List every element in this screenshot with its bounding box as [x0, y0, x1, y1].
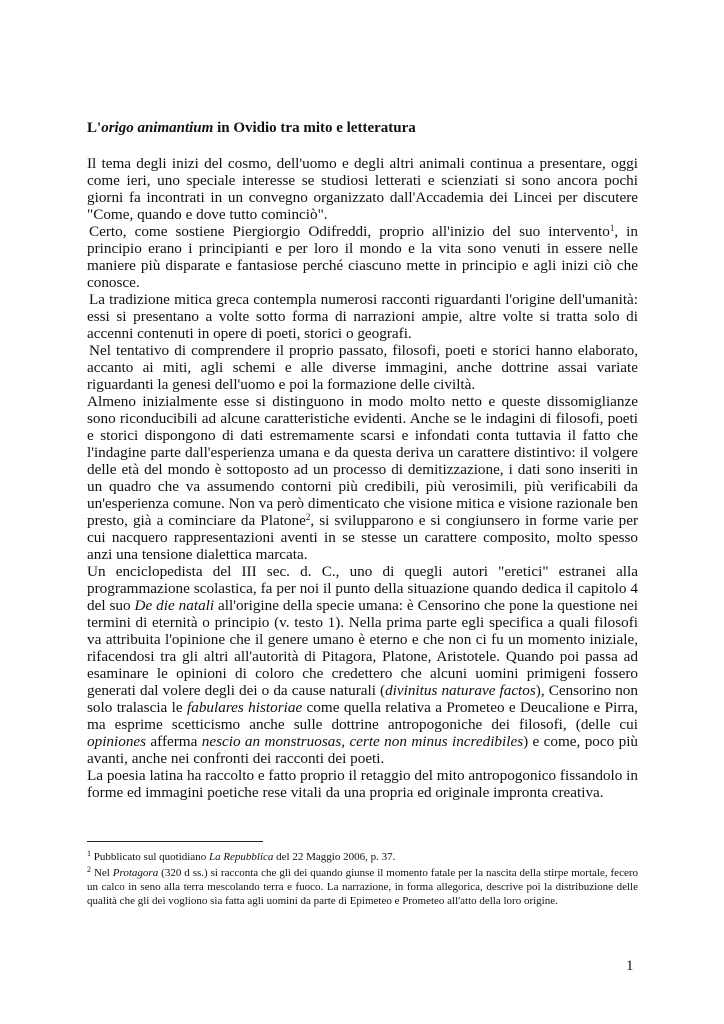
paragraph-4: Nel tentativo di comprendere il proprio passato, filosofi, poeti e storici hanno elaborato, accanto ai miti, agli schemi e alle diverse immagini, anche dottrine assai variate riguardanti la genesi dell'uomo e poi la formazione delle civiltà.	[87, 342, 638, 393]
paragraph-5: Almeno inizialmente esse si distinguono in modo molto netto e queste dissomiglianze sono riconducibili ad alcune caratteristiche evidenti. Anche se le indagini di filosofi, poeti e storici dispongono di dati estremamente scarsi e infondati conta tuttavia il fatto che l'indagine parte dall'esperienza umana e da questa deriva un carattere distintivo: il volgere delle età del mondo è sottoposto ad un processo di demitizzazione, i dati sono inseriti in un quadro che va assumendo contorni più credibili, più verosimili, più verificabili da un'esperienza comune. Non va però dimenticato che visione mitica e visione razionale ben presto, già a cominciare da Platone$^2$, si svilupparono e si congiunsero in forme varie per cui nacquero rappresentazioni aventi in se stesse un carattere composito, molto spesso anzi una tensione dialettica marcata.	[87, 393, 639, 563]
footnote-ref-1[interactable]: 1	[609, 223, 615, 233]
paragraph-6: Un enciclopedista del III sec. d. C., uno di quegli autori "eretici" estranei alla programmazione scolastica, fa per noi il punto della situazione quando dedica il capitolo 4 del suo De die natali all'origine della specie umana: è Censorino che pone la questione nei termini di eternità o principio (v. testo 1). Nella prima parte egli specifica a quali filosofi va attribuita l'opinione che il genere umano è eterno e che non ci fu un momento iniziale, rifacendosi tra gli altri all'autorità di Pitagora, Platone, Aristotele. Quando poi passa ad esaminare le opinioni di coloro che credettero che alcuni uomini primigeni fossero generati dal volere degli dei o da cause naturali (divinitus naturave factos), Censorino non solo tralascia le fabulares historiae come quella relativa a Prometeo e Deucalione e Pirra, ma esprime scetticismo anche sulle dottrine antropogoniche dei filosofi, (delle cui opiniones afferma nescio an monstruosas, certe non minus incredibiles) e come, poco più avanti, anche nei confronti dei racconti dei poeti.	[87, 563, 639, 767]
page-number: 1	[626, 958, 634, 974]
footnote-divider	[87, 841, 263, 842]
footnote-2: $^2$ Nel Protagora (320 d ss.) si racconta che gli dei quando giunse il momento fatale per la nascita della stirpe mortale, fecero un calco in seno alla terra mescolando terra e fuoco. La narrazione, in forma allegorica, descrive poi la distribuzione delle qualità che gli dei vogliono sia fatta agli uomini da parte di Epimeteo e Prometeo all'atto della loro origine.	[87, 865, 638, 907]
paragraph-2: Certo, come sostiene Piergiorgio Odifreddi, proprio all'inizio del suo intervento$^1$, in principio erano i principianti e per loro il mondo e la vita sono venuti in essere nelle maniere più disparate e fantasiose perché ciascuno mette in principio e agli inizi ciò che conosce.	[87, 223, 638, 291]
footnote-ref-2[interactable]: 2	[305, 512, 311, 522]
footnote-1: $^1$ Pubblicato sul quotidiano La Repubblica del 22 Maggio 2006, p. 37.	[87, 849, 396, 863]
document-body	[87, 118, 638, 801]
document-title: L'origo animantium in Ovidio tra mito e letteratura	[87, 120, 416, 136]
footnotes	[87, 850, 638, 910]
paragraph-3: La tradizione mitica greca contempla numerosi racconti riguardanti l'origine dell'umanità: essi si presentano a volte sotto forma di narrazioni ampie, altre volte si tratta solo di accenni contenuti in opere di poeti, storici o geografi.	[87, 291, 638, 342]
paragraph-7: La poesia latina ha raccolto e fatto proprio il retaggio del mito antropogonico fissandolo in forme ed immagini poetiche rese vitali da una propria ed originale impronta creativa.	[87, 767, 638, 801]
paragraph-1: Il tema degli inizi del cosmo, dell'uomo e degli altri animali continua a presentare, oggi come ieri, uno speciale interesse se studiosi letterati e scienziati si sono ancora pochi giorni fa incontrati in un convegno organizzato dall'Accademia dei Lincei per discutere "Come, quando e dove tutto cominciò".	[87, 155, 638, 223]
